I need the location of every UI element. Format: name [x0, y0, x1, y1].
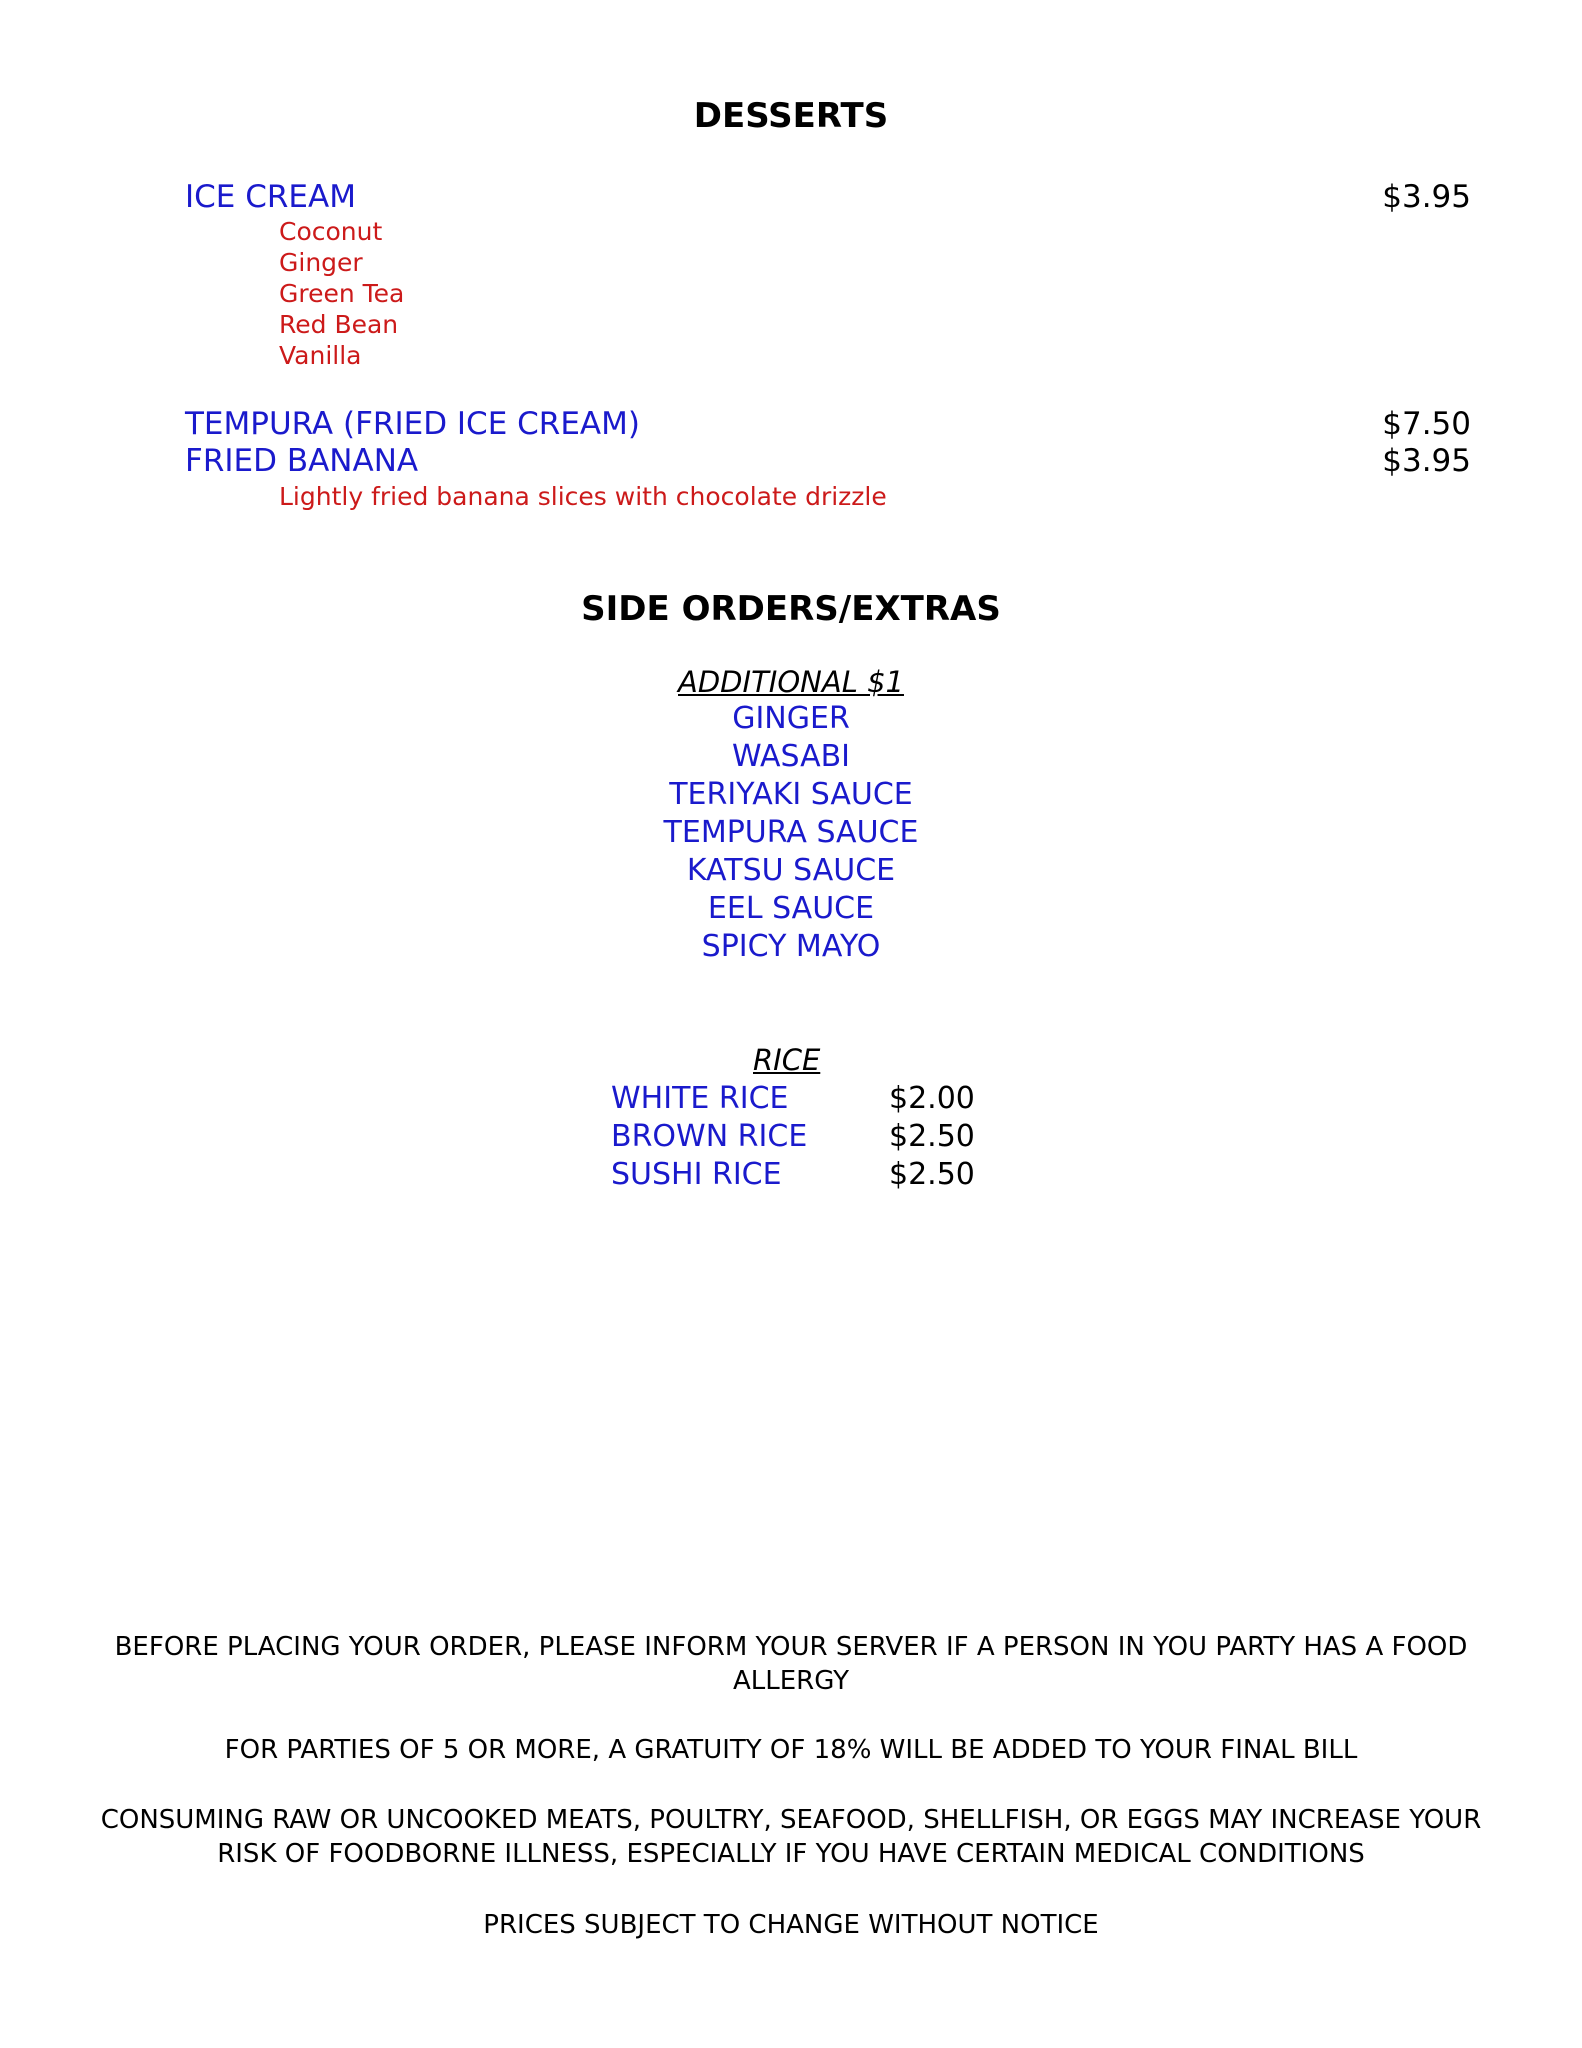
rice-item-name: WHITE RICE: [611, 1081, 789, 1116]
ice-cream-flavor: Green Tea: [279, 279, 405, 308]
ice-cream-flavor: Vanilla: [279, 341, 362, 370]
additional-heading: ADDITIONAL $1: [678, 665, 904, 699]
rice-item-price: $2.50: [889, 1119, 975, 1154]
menu-item-fried-banana: FRIED BANANA: [185, 443, 419, 479]
menu-item-tempura-ice-cream-price: $7.50: [1382, 406, 1471, 442]
menu-item-ice-cream: ICE CREAM: [185, 179, 356, 215]
rice-item-name: BROWN RICE: [611, 1119, 808, 1154]
price-change-notice: PRICES SUBJECT TO CHANGE WITHOUT NOTICE: [483, 1910, 1099, 1940]
side-orders-heading: SIDE ORDERS/EXTRAS: [581, 589, 1001, 629]
extra-item: TEMPURA SAUCE: [663, 815, 919, 850]
desserts-heading: DESSERTS: [693, 96, 889, 136]
rice-item-price: $2.50: [889, 1157, 975, 1192]
ice-cream-flavor: Red Bean: [279, 310, 399, 339]
ice-cream-flavor: Coconut: [279, 217, 383, 246]
extra-item: SPICY MAYO: [701, 929, 881, 964]
raw-food-warning: CONSUMING RAW OR UNCOOKED MEATS, POULTRY, SEAFOOD, SHELLFISH, OR EGGS MAY INCREASE YOUR RISK OF FOODBORNE ILLNESS, ESPECIALLY IF YOU HAVE CERTAIN MEDICAL CONDITIONS: [100, 1805, 1482, 1869]
allergy-notice: BEFORE PLACING YOUR ORDER, PLEASE INFORM YOUR SERVER IF A PERSON IN YOU PARTY HAS A FOOD ALLERGY: [114, 1632, 1468, 1696]
fried-banana-description: Lightly fried banana slices with chocolate drizzle: [279, 482, 887, 511]
rice-item-price: $2.00: [889, 1081, 975, 1116]
ice-cream-flavor: Ginger: [279, 248, 363, 277]
extra-item: GINGER: [732, 701, 850, 736]
extra-item: WASABI: [731, 739, 851, 774]
extra-item: KATSU SAUCE: [686, 853, 896, 888]
rice-item-name: SUSHI RICE: [611, 1157, 782, 1192]
extra-item: TERIYAKI SAUCE: [669, 777, 913, 812]
menu-item-tempura-ice-cream: TEMPURA (FRIED ICE CREAM): [185, 406, 640, 442]
rice-heading: RICE: [753, 1043, 821, 1077]
extra-item: EEL SAUCE: [707, 891, 875, 926]
gratuity-notice: FOR PARTIES OF 5 OR MORE, A GRATUITY OF 18% WILL BE ADDED TO YOUR FINAL BILL: [224, 1735, 1358, 1765]
menu-item-ice-cream-price: $3.95: [1382, 179, 1471, 215]
menu-item-fried-banana-price: $3.95: [1382, 443, 1471, 479]
